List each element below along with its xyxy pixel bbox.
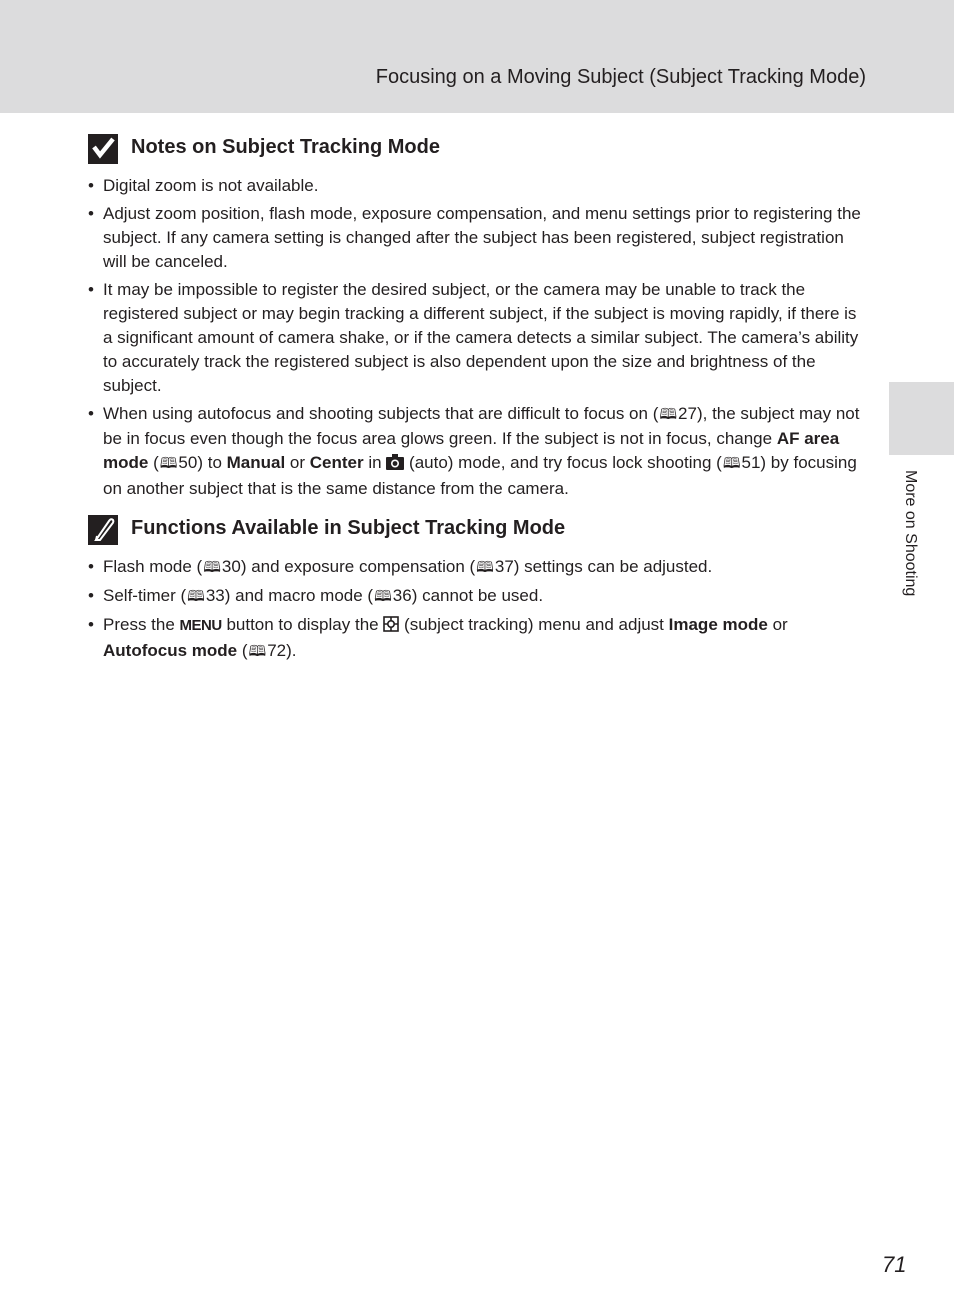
text-run: button to display the [221, 615, 384, 634]
text-run: Press the [103, 615, 180, 634]
side-tab-label: More on Shooting [902, 470, 919, 597]
book-icon: 🕮 [476, 559, 494, 576]
notes-heading [88, 134, 868, 166]
page-ref: 30 [221, 557, 241, 576]
functions-section [88, 515, 868, 668]
list-item [88, 555, 868, 580]
book-icon: 🕮 [159, 455, 178, 472]
camera-icon [386, 453, 404, 477]
notes-section [88, 134, 868, 505]
text-run: or [767, 615, 788, 634]
text-run: ) cannot be used. [411, 586, 544, 605]
text-run: ) settings can be adjusted. [513, 557, 713, 576]
page-ref: 50 [178, 453, 198, 472]
functions-title: Functions Available in Subject Tracking Mode [131, 517, 566, 539]
book-icon: 🕮 [659, 406, 678, 423]
header-band [0, 0, 954, 113]
text-run: ) and macro mode ( [224, 586, 374, 605]
list-item: • Adjust zoom position, flash mode, exposure compensation, and menu settings prior to registering the subject. If any camera setting is changed after the subject has been registered, subject registration will be canceled. [88, 202, 868, 274]
page-ref: 51 [741, 453, 761, 472]
page-ref: 33 [205, 586, 225, 605]
list-item [88, 584, 868, 609]
page-ref: 37 [494, 557, 514, 576]
text-run: ( [148, 453, 159, 472]
text-run: ). [286, 641, 297, 660]
check-icon [88, 134, 118, 164]
bold-term: Autofocus mode [103, 641, 238, 660]
list-item [88, 402, 868, 501]
pencil-icon [88, 515, 118, 545]
book-icon: 🕮 [722, 455, 741, 472]
list-item: • It may be impossible to register the desired subject, or the camera may be unable to track the registered subject or may begin tracking a different subject, if the subject is moving rapidly, if there is a significant amount of camera shake, or if the camera detects a similar subject. The camera’s ability to accurately track the registered subject is also dependent upon the size and brightness of the subject. [88, 278, 868, 398]
text-run: ) by focusing on another subject that is the same distance from the camera. [103, 453, 857, 498]
page-ref: 72 [267, 641, 287, 660]
bold-term: Center [309, 453, 364, 472]
side-tab [889, 382, 954, 455]
text-run: in [363, 453, 387, 472]
book-icon: 🕮 [374, 588, 392, 605]
bold-term: Manual [226, 453, 286, 472]
notes-list [88, 174, 868, 501]
text-run: ) and exposure compensation ( [240, 557, 476, 576]
text-run: or [285, 453, 310, 472]
subject-tracking-icon [383, 615, 399, 639]
list-item: • Digital zoom is not available. [88, 174, 868, 198]
functions-list [88, 555, 868, 664]
text-run: ) to [197, 453, 227, 472]
bold-term: AF area mode [103, 429, 840, 472]
running-title: Focusing on a Moving Subject (Subject Tracking Mode) [375, 66, 866, 88]
text-run: Flash mode ( [103, 557, 203, 576]
book-icon: 🕮 [248, 643, 267, 660]
text-run: Self-timer ( [103, 586, 187, 605]
functions-heading [88, 515, 868, 547]
page-ref: 27 [678, 404, 697, 423]
text-run: ( [237, 641, 248, 660]
page-number: 71 [882, 1252, 907, 1277]
page-ref: 36 [392, 586, 412, 605]
bold-term: Image mode [668, 615, 768, 634]
text-run: (subject tracking) menu and adjust [399, 615, 669, 634]
notes-title: Notes on Subject Tracking Mode [131, 136, 440, 158]
list-item [88, 613, 868, 664]
book-icon: 🕮 [187, 588, 205, 605]
menu-button-label: MENU [179, 617, 222, 634]
book-icon: 🕮 [203, 559, 221, 576]
text-run: When using autofocus and shooting subjects that are difficult to focus on ( [103, 404, 659, 423]
text-run: ), the subject may not be in focus even though the focus area glows green. If the subject is not in focus, change [103, 404, 860, 448]
text-run: (auto) mode, and try focus lock shooting ( [404, 453, 722, 472]
